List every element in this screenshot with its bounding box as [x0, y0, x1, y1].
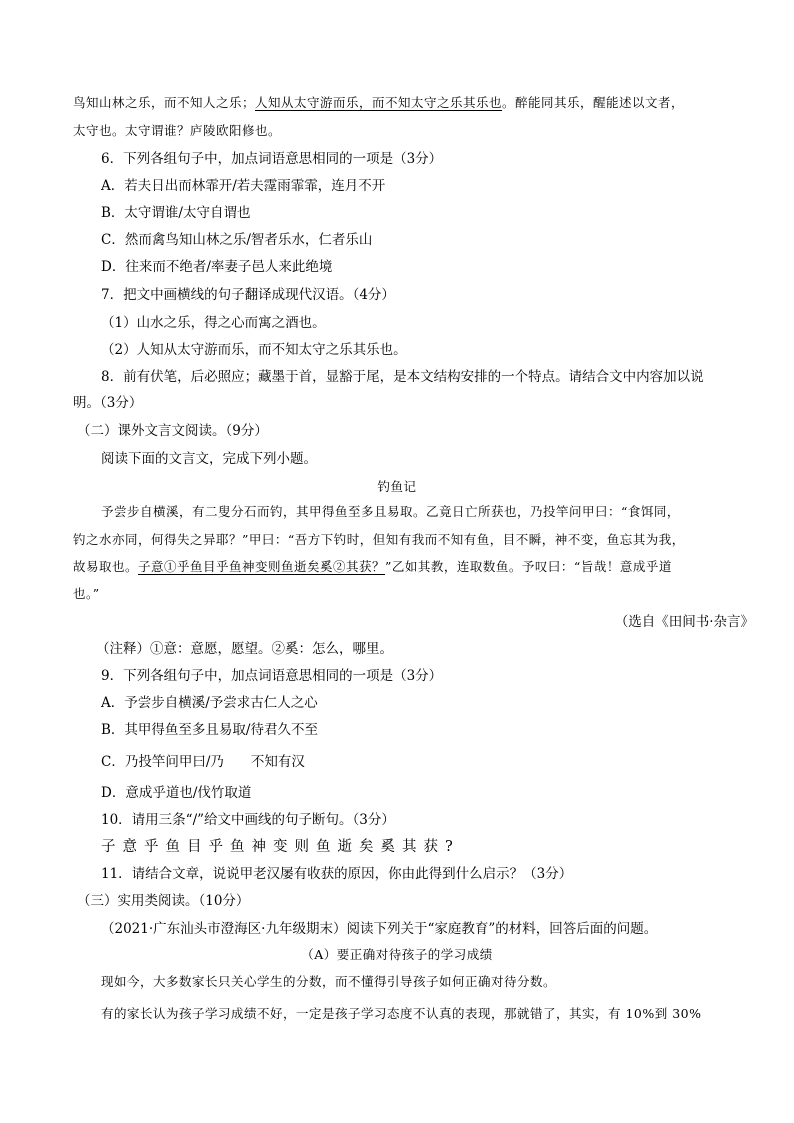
passage-line-2: 太守也。太守谓谁？庐陵欧阳修也。 [73, 123, 282, 138]
question-7-item-1: （1）山水之乐，得之心而寓之酒也。 [101, 315, 326, 331]
question-7-stem: 7．把文中画横线的句子翻译成现代汉语。（4分） [101, 287, 395, 303]
question-9-option-d: D．意成乎道也/伐竹取道 [101, 785, 252, 801]
material-subtitle: （A）要正确对待孩子的学习成绩 [301, 947, 493, 962]
question-6-option-a: A．若夫日出而林霏开/若夫霪雨霏霏，连月不开 [101, 178, 386, 194]
question-6-option-d: D．往来而不绝者/率妻子邑人来此绝境 [101, 259, 333, 275]
question-7-item-2: （2）人知从太守游而乐，而不知太守之乐其乐也。 [101, 342, 407, 358]
passage-title: 钓鱼记 [377, 479, 417, 494]
question-9-option-b: B．其甲得鱼至多且易取/待君久不至 [101, 722, 318, 738]
question-9-option-c: C．乃投竿问甲曰/乃 不知有汉 [101, 754, 305, 770]
classical-text-line-3 [73, 557, 672, 577]
question-6-stem: 6．下列各组句子中，加点词语意思相同的一项是（3分） [101, 151, 443, 167]
question-6-option-c: C．然而禽鸟知山林之乐/智者乐水，仁者乐山 [101, 232, 373, 248]
question-6-option-b: B．太守谓谁/太守自谓也 [101, 205, 251, 221]
question-11-stem: 11．请结合文章，说说甲老汉屡有收获的原因，你由此得到什么启示？（3分） [101, 866, 573, 882]
question-9-stem: 9．下列各组句子中，加点词语意思相同的一项是（3分） [101, 668, 443, 684]
classical-text-line-2: 钓之水亦同，何得失之异耶？”甲曰：“吾方下钓时，但知有我而不知有鱼，目不瞬，神不变，鱼忘其为我， [73, 532, 685, 547]
classical-text: ”乙如其教，连取数鱼。予叹曰：“旨哉！意成乎道 [385, 559, 672, 574]
material-paragraph-2: 有的家长认为孩子学习成绩不好，一定是孩子学习态度不认真的表现，那就错了，其实，有 10%到 30% [101, 1006, 702, 1021]
annotation-note: （注释）①意：意愿，愿望。②奚：怎么，哪里。 [96, 641, 393, 657]
question-8-line-1: 8．前有伏笔，后必照应；藏墨于首，显豁于尾，是本文结构安排的一个特点。请结合文中内容加以说 [101, 369, 704, 385]
passage-line-1 [73, 93, 684, 113]
underlined-sentence: 人知从太守游而乐，而不知太守之乐其乐也 [255, 95, 503, 110]
source-citation: （选自《田间书·杂言》 [614, 614, 754, 630]
passage-text: 鸟知山林之乐，而不知人之乐； [73, 95, 256, 110]
section-3-heading: （三）实用类阅读。（10分） [77, 893, 250, 909]
question-10-stem: 10．请用三条“/”给文中画线的句子断句。（3分） [101, 812, 395, 828]
passage-text: 。醉能同其乐，醒能述以文者， [502, 95, 685, 110]
question-9-option-a: A．予尝步自横溪/予尝求古仁人之心 [101, 695, 318, 711]
classical-text: 故易取也。 [73, 559, 139, 574]
section-2-intro: 阅读下面的文言文，完成下列小题。 [101, 451, 317, 467]
section-3-intro: （2021·广东汕头市澄海区·九年级期末）阅读下列关于“家庭教育”的材料，回答后面的问题。 [101, 921, 658, 937]
classical-text-line-4: 也。” [73, 586, 100, 601]
classical-text-line-1: 予尝步自横溪，有二叟分石而钓，其甲得鱼至多且易取。乙竟日亡所获也，乃投竿问甲曰：“食饵同， [101, 504, 680, 519]
underlined-sentence: 子意①乎鱼目乎鱼神变则鱼逝矣奚②其获？ [138, 559, 386, 574]
material-paragraph-1: 现如今，大多数家长只关心学生的分数，而不懂得引导孩子如何正确对待分数。 [101, 974, 557, 989]
question-8-line-2: 明。（3分） [73, 395, 143, 411]
section-2-heading: （二）课外文言文阅读。（9分） [77, 423, 268, 439]
question-10-sentence: 子意乎鱼目乎鱼神变则鱼逝矣奚其获? [101, 839, 460, 855]
